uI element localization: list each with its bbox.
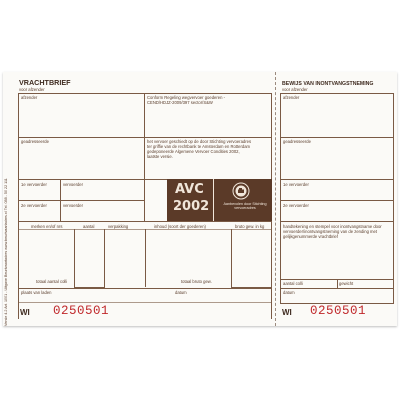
- datum-label: datum: [175, 290, 187, 295]
- col-bruto: bruto gew. in kg: [235, 224, 265, 229]
- vervoerder1-label: 1e vervoerder: [21, 182, 47, 187]
- stub-title: BEWIJS VAN INONTVANGSTNEMING: [282, 81, 374, 87]
- vervoerder1-field[interactable]: [61, 180, 144, 200]
- stub-vervoerder2-field[interactable]: [281, 201, 392, 221]
- vervoerder2-field-label: vervoerder: [63, 203, 84, 208]
- side-print-text: Versie 4.2 Art. 1001 - Uitgave Beurtvaartadres www.beurtvaartadres.nl Tel. 088 - 50 22 111: [4, 178, 8, 326]
- col-verpakking: verpakking: [108, 224, 129, 229]
- stub-geadresseerde-field[interactable]: [281, 138, 392, 178]
- col-merken: merken en/of nrs: [31, 224, 63, 229]
- col-inhoud: inhoud (soort der goederen): [154, 224, 206, 229]
- vervoerder1-field-label: vervoerder: [63, 182, 84, 187]
- stub-afzender-label: afzender: [283, 95, 300, 100]
- stub-afzender-field[interactable]: [281, 94, 392, 136]
- conformity-text: Conform Regeling wegvervoer goederen - CEND/HDJZ-2009/397 sector/S&W: [147, 95, 225, 105]
- stub-vervoerder2-label: 2e vervoerder: [283, 203, 309, 208]
- seal-caption: Aanbevolen door Stichting vervoeradres: [223, 202, 267, 210]
- stub-serial-number: 0250501: [310, 304, 367, 318]
- total-colli-label: totaal aantal colli: [36, 279, 68, 284]
- wi-label: WI: [20, 308, 30, 317]
- perforation-line: [275, 72, 276, 326]
- stub-colli-label: aantal colli: [283, 281, 303, 286]
- plaats-field[interactable]: [19, 289, 169, 301]
- stub-geadresseerde-label: geadresseerde: [283, 139, 311, 144]
- avc-year: 2002: [173, 199, 210, 214]
- afzender-field[interactable]: [19, 94, 144, 136]
- stub-wi-label: WI: [282, 308, 292, 317]
- geadresseerde-label: geadresseerde: [21, 139, 49, 144]
- plaats-label: plaats van laden: [21, 290, 52, 295]
- goods-table-area[interactable]: [19, 230, 271, 280]
- stub-vervoerder1-label: 1e vervoerder: [283, 182, 309, 187]
- stub-signature-field[interactable]: [281, 240, 392, 279]
- form-subtitle: voor afzender: [19, 87, 45, 92]
- seal-icon: [232, 182, 250, 200]
- vervoerder2-field[interactable]: [61, 201, 144, 221]
- avc-text: AVC: [175, 182, 204, 197]
- vervoerder2-label: 2e vervoerder: [21, 203, 47, 208]
- total-weight-label: totaal bruto gew.: [181, 279, 212, 284]
- stub-datum-field[interactable]: [281, 289, 392, 302]
- stub-datum-label: datum: [283, 290, 295, 295]
- conditions-text: het vervoer geschiedt op de door Stichting vervoeradres ter griffie van de rechtbank te Amsterdam en Rotterdam gedeponeerde Algemene Vervoer Condities 2002, laatste versie.: [147, 139, 252, 159]
- serial-number: 0250501: [53, 304, 110, 318]
- form-title: VRACHTBRIEF: [19, 78, 71, 87]
- waybill-card: [3, 72, 397, 326]
- stub-gewicht-label: gewicht: [339, 281, 354, 286]
- stub-subtitle: voor afzender: [282, 87, 308, 92]
- col-aantal: aantal: [83, 224, 95, 229]
- geadresseerde-field[interactable]: [19, 138, 144, 178]
- stub-receipt-text: handtekening en stempel voor inontvangstname door vervoerder/inontvangstneming van de zending met gelijkgenummerde vrachtbrief: [283, 224, 382, 239]
- afzender-label: afzender: [21, 95, 38, 100]
- datum-field[interactable]: [173, 289, 270, 301]
- stub-vervoerder1-field[interactable]: [281, 180, 392, 200]
